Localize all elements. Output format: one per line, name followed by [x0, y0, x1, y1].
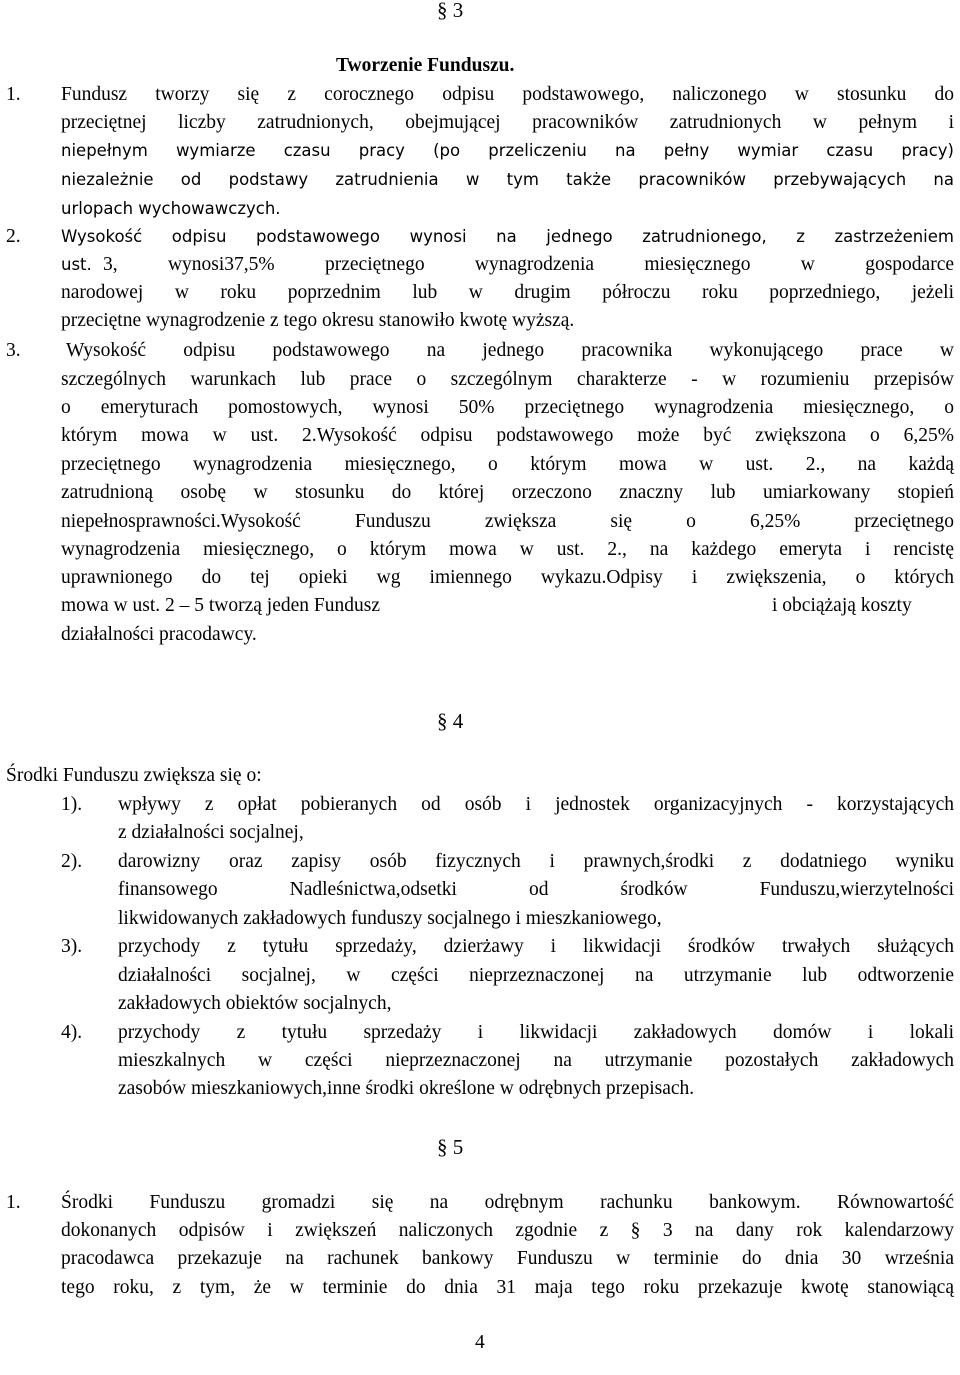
- section-4-item-2-line: likwidowanych zakładowych funduszy socjalnego i mieszkaniowego,: [118, 908, 662, 929]
- section-5-point-1-line: Środki Funduszu gromadzi się na odrębnym rachunku bankowym. Równowartość: [61, 1192, 954, 1213]
- section-5-point-1-number: 1.: [6, 1192, 21, 1213]
- section-3-point-1-line: urlopach wychowawczych.: [61, 199, 281, 218]
- section-3-point-3-line: szczególnych warunkach lub prace o szczególnym charakterze - w rozumieniu przepisów: [61, 369, 954, 390]
- section-4-item-4-line: zasobów mieszkaniowych,inne środki określone w odrębnych przepisach.: [118, 1078, 695, 1099]
- section-5-point-1-line: pracodawca przekazuje na rachunek bankowy Funduszu w terminie do dnia 30 września: [61, 1248, 954, 1269]
- section-3-point-2-number: 2.: [6, 226, 21, 247]
- section-3-point-2-line: Wysokość odpisu podstawowego wynosi na jednego zatrudnionego, z zastrzeżeniem: [61, 227, 954, 246]
- section-4-intro: Środki Funduszu zwiększa się o:: [6, 765, 262, 786]
- section-3-point-3-line: zatrudnioną osobę w stosunku do której orzeczono znaczny lub umiarkowany stopień: [61, 482, 954, 503]
- section-3-point-3-line: o emeryturach pomostowych, wynosi 50% przeciętnego wynagrodzenia miesięcznego, o: [61, 397, 954, 418]
- section-3-point-1-number: 1.: [6, 84, 21, 105]
- section-4-item-2-line: finansowego Nadleśnictwa,odsetki od środków Funduszu,wierzytelności: [118, 879, 954, 900]
- section-4-item-3-line: zakładowych obiektów socjalnych,: [118, 993, 392, 1014]
- section-3-point-1-line: niezależnie od podstawy zatrudnienia w tym także pracowników przebywających na: [61, 170, 954, 189]
- section-3-point-2-line: ust.: [61, 255, 92, 274]
- section-3-point-3-line: przeciętnego wynagrodzenia miesięcznego, o którym mowa w ust. 2., na każdą: [61, 454, 954, 475]
- section-3-point-1-line: Fundusz tworzy się z corocznego odpisu podstawowego, naliczonego w stosunku do: [61, 84, 954, 105]
- section-3-mark: § 3: [437, 0, 464, 22]
- section-4-item-3-number: 3).: [61, 936, 83, 957]
- section-3-point-3-line: działalności pracodawcy.: [61, 624, 257, 645]
- section-4-item-4-number: 4).: [61, 1022, 83, 1043]
- section-3-point-3-line: niepełnosprawności.Wysokość Funduszu zwiększa się o 6,25% przeciętnego: [61, 511, 954, 532]
- section-4-item-1-number: 1).: [61, 794, 83, 815]
- section-3-point-3-line: i obciążają koszty: [772, 595, 912, 616]
- section-3-title: Tworzenie Funduszu.: [336, 55, 515, 76]
- section-3-point-3-line: uprawnionego do tej opieki wg imiennego wykazu.Odpisy i zwiększenia, o których: [61, 567, 954, 588]
- section-4-item-4-line: mieszkalnych w części nieprzeznaczonej na utrzymanie pozostałych zakładowych: [118, 1050, 954, 1071]
- section-3-point-2-line: 3, wynosi37,5% przeciętnego wynagrodzenia miesięcznego w gospodarce: [103, 254, 954, 275]
- section-4-item-4-line: przychody z tytułu sprzedaży i likwidacji zakładowych domów i lokali: [118, 1022, 954, 1043]
- page-number: 4: [475, 1332, 485, 1353]
- section-3-point-1-line: niepełnym wymiarze czasu pracy (po przeliczeniu na pełny wymiar czasu pracy): [61, 141, 954, 160]
- section-3-point-1-line: przeciętnej liczby zatrudnionych, obejmującej pracowników zatrudnionych w pełnym i: [61, 112, 954, 133]
- section-3-point-3-number: 3.: [6, 340, 21, 361]
- section-3-point-2-line: narodowej w roku poprzednim lub w drugim półroczu roku poprzedniego, jeżeli: [61, 282, 954, 303]
- section-4-item-1-line: wpływy z opłat pobieranych od osób i jednostek organizacyjnych - korzystających: [118, 794, 954, 815]
- section-4-item-3-line: przychody z tytułu sprzedaży, dzierżawy i likwidacji środków trwałych służących: [118, 936, 954, 957]
- section-5-point-1-line: dokonanych odpisów i zwiększeń naliczonych zgodnie z § 3 na dany rok kalendarzowy: [61, 1220, 954, 1241]
- section-3-point-3-line: mowa w ust. 2 – 5 tworzą jeden Fundusz: [61, 595, 380, 616]
- section-4-item-1-line: z działalności socjalnej,: [118, 822, 304, 843]
- section-3-point-3-line: którym mowa w ust. 2.Wysokość odpisu podstawowego może być zwiększona o 6,25%: [61, 425, 954, 446]
- section-3-point-2-line: przeciętne wynagrodzenie z tego okresu stanowiło kwotę wyższą.: [61, 310, 575, 331]
- section-4-item-2-number: 2).: [61, 851, 83, 872]
- section-3-point-3-line: Wysokość odpisu podstawowego na jednego pracownika wykonującego prace w: [66, 340, 954, 361]
- section-5-mark: § 5: [437, 1135, 464, 1159]
- section-4-item-2-line: darowizny oraz zapisy osób fizycznych i prawnych,środki z dodatniego wyniku: [118, 851, 954, 872]
- section-5-point-1-line: tego roku, z tym, że w terminie do dnia 31 maja tego roku przekazuje kwotę stanowiącą: [61, 1277, 954, 1298]
- section-3-point-3-line: wynagrodzenia miesięcznego, o którym mowa w ust. 2., na każdego emeryta i rencistę: [61, 539, 954, 560]
- section-4-mark: § 4: [437, 709, 464, 733]
- section-4-item-3-line: działalności socjalnej, w części nieprzeznaczonej na utrzymanie lub odtworzenie: [118, 965, 954, 986]
